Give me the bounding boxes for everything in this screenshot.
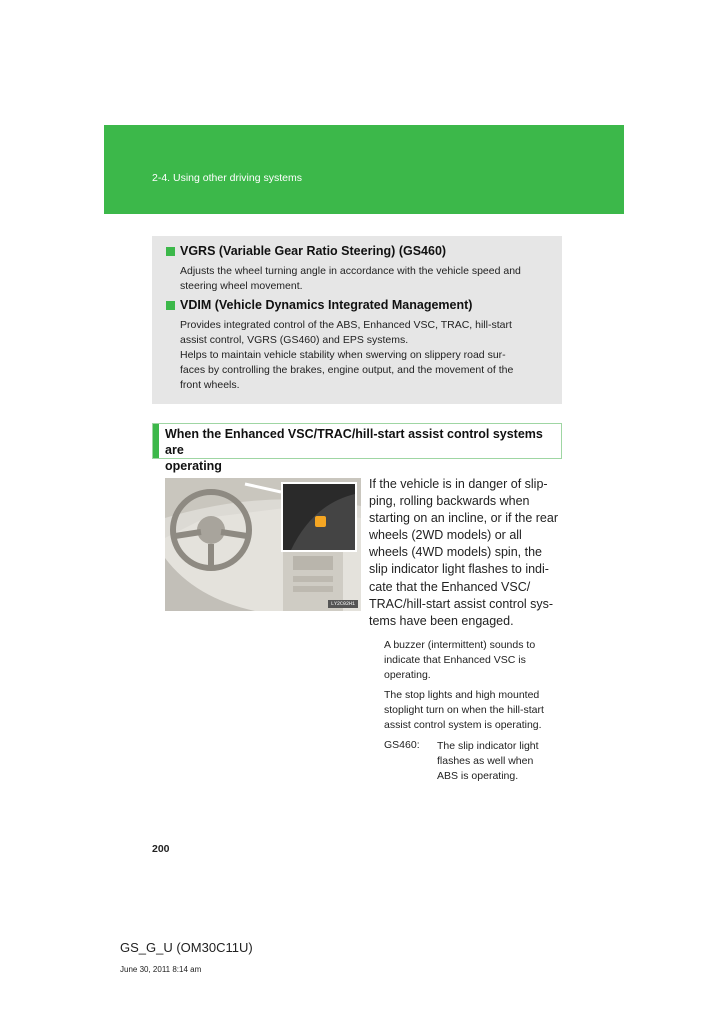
note-line: assist control system is operating.: [384, 719, 542, 731]
operating-body: [369, 476, 558, 630]
section-title: 2-4. Using other driving systems: [152, 172, 302, 184]
heading-line: When the Enhanced VSC/TRAC/hill-start assist control systems are: [165, 427, 543, 457]
body-line: wheels (2WD models) or all: [369, 528, 522, 543]
note-buzzer: [384, 638, 558, 683]
vdim-line: front wheels.: [180, 379, 240, 391]
info-box: [152, 236, 562, 404]
note-line: operating.: [384, 669, 431, 681]
green-square-icon: [166, 247, 175, 256]
vdim-line: assist control, VGRS (GS460) and EPS systems.: [180, 334, 409, 346]
figure-id: LY2C02H1: [328, 600, 358, 608]
slip-indicator-inset: [281, 482, 357, 552]
green-square-icon: [166, 301, 175, 310]
vgrs-heading-text: VGRS (Variable Gear Ratio Steering) (GS460): [180, 244, 447, 258]
body-line: tems have been engaged.: [369, 613, 514, 628]
vdim-line: faces by controlling the brakes, engine output, and the movement of the: [180, 364, 514, 376]
vgrs-text: [180, 264, 544, 294]
body-line: TRAC/hill-start assist control sys-: [369, 596, 554, 611]
body-line: ping, rolling backwards when: [369, 494, 530, 509]
vdim-line: Helps to maintain vehicle stability when swerving on slippery road sur-: [180, 349, 506, 361]
note-stop-lights: [384, 688, 558, 733]
document-date: June 30, 2011 8:14 am: [120, 965, 202, 974]
vdim-heading: [166, 298, 472, 312]
note-gs460-label: GS460:: [384, 739, 420, 751]
note-line: The slip indicator light: [437, 740, 539, 752]
heading-accent-bar: [153, 424, 159, 458]
note-line: indicate that Enhanced VSC is: [384, 654, 526, 666]
note-line: ABS is operating.: [437, 770, 519, 782]
heading-line: operating: [165, 459, 222, 473]
vgrs-line: steering wheel movement.: [180, 280, 303, 292]
note-line: A buzzer (intermittent) sounds to: [384, 639, 536, 651]
page-number: 200: [152, 843, 170, 855]
header-band: [104, 125, 624, 214]
note-line: stoplight turn on when the hill-start: [384, 704, 544, 716]
vdim-line: Provides integrated control of the ABS, Enhanced VSC, TRAC, hill-start: [180, 319, 512, 331]
vdim-text: [180, 318, 544, 393]
document-code: GS_G_U (OM30C11U): [120, 940, 253, 955]
dashboard-illustration: [165, 478, 361, 611]
body-line: cate that the Enhanced VSC/: [369, 579, 531, 594]
slip-indicator-icon: [315, 516, 326, 527]
vdim-heading-text: VDIM (Vehicle Dynamics Integrated Management): [180, 298, 473, 312]
body-line: starting on an incline, or if the rear: [369, 511, 558, 526]
body-line: slip indicator light flashes to indi-: [369, 562, 549, 577]
note-line: flashes as well when: [437, 755, 534, 767]
note-gs460-text: [437, 739, 558, 784]
operating-heading: [152, 423, 562, 473]
operating-heading-text: [165, 426, 557, 474]
body-line: If the vehicle is in danger of slip-: [369, 477, 548, 491]
body-line: wheels (4WD models) spin, the: [369, 545, 542, 560]
vgrs-heading: [166, 244, 446, 258]
note-line: The stop lights and high mounted: [384, 689, 540, 701]
vgrs-line: Adjusts the wheel turning angle in accordance with the vehicle speed and: [180, 265, 521, 277]
